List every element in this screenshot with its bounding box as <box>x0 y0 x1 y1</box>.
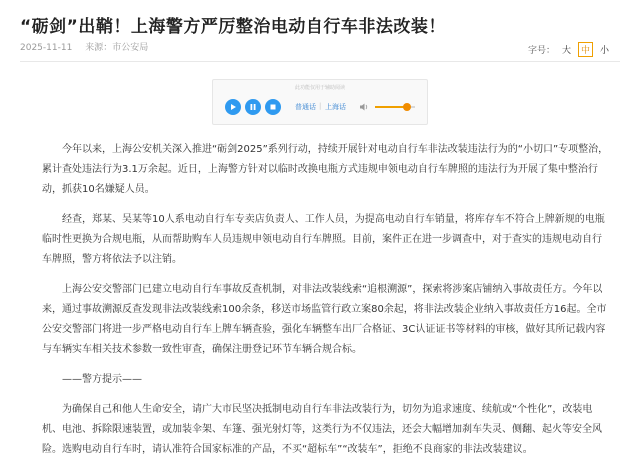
play-button[interactable] <box>225 99 241 115</box>
header-divider <box>20 61 620 62</box>
article-meta <box>20 40 158 53</box>
article-paragraph: 上海公安交警部门已建立电动自行车事故反查机制，对非法改装线索“追根溯源”，探索将涉案店铺纳入事故责任方。今年以来，通过事故溯源反查发现非法改装线索100余条，移送市场监管行政立案80余起，将非法改装企业纳入事故责任方16起。全市公安交警部门将进一步严格电动自行车上牌车辆查验，强化车辆整车出厂合格证、3C认证证书等材料的审核，做好其所记载内容与车辆实车相关技术参数一致性审查，确保注册登记环节车辆合规合标。 <box>42 284 607 355</box>
volume-icon[interactable] <box>359 102 369 112</box>
voice-separator: | <box>319 102 322 110</box>
play-icon <box>229 103 237 111</box>
article-paragraph: 今年以来，上海公安机关深入推进“砺剑2025”系列行动，持续开展针对电动自行车非法改装违法行为的“小切口”专项整治，累计查处违法行为3.1万余起。近日，上海警方针对以临时改换电瓶方式违规申领电动自行车牌照的违法行为开展了集中整治行动，抓获10名嫌疑人员。 <box>42 144 609 195</box>
font-size-switcher <box>528 42 612 57</box>
player-note: 此功能仅用于辅助阅读 <box>294 85 345 91</box>
article-body <box>42 140 610 466</box>
voice-mandarin-option[interactable]: 普通话 <box>295 103 316 111</box>
publish-date: 2025-11-11 <box>20 43 73 53</box>
article-paragraph: 为确保自己和他人生命安全，请广大市民坚决抵制电动自行车非法改装行为，切勿为追求速度、续航或“个性化”，改装电机、电池、拆除限速装置，或加装伞架、车篷、强光射灯等，这类行为不仅违法，还会大幅增加刹车失灵、侧翻、起火等安全风险。选购电动自行车时，请认准符合国家标准的产品，不买“超标车”“改装车”，拒绝不良商家的非法改装建议。 <box>42 404 602 455</box>
voice-shanghainese-option[interactable]: 上海话 <box>325 103 346 111</box>
volume-slider-handle[interactable] <box>403 103 411 111</box>
article-source: 来源：市公安局 <box>85 43 149 53</box>
stop-icon <box>269 103 277 111</box>
audio-player <box>212 79 428 125</box>
article-paragraph: 经查，郑某、吴某等10人系电动自行车专卖店负责人、工作人员，为提高电动自行车销量，将库存车不符合上牌新规的电瓶临时性更换为合规电瓶，从而帮助购车人员违规申领电动自行车牌照。目前，案件正在进一步调查中，对于查实的违规电动自行车牌照，警方将依法予以注销。 <box>42 214 605 265</box>
police-tip-heading: ——警方提示—— <box>62 374 142 385</box>
font-size-medium-button[interactable]: 中 <box>578 42 593 57</box>
stop-button[interactable] <box>265 99 281 115</box>
font-size-small-button[interactable]: 小 <box>599 46 609 56</box>
volume-slider[interactable] <box>375 106 415 108</box>
pause-icon <box>249 103 257 111</box>
article-title: “砺剑”出鞘！上海警方严厉整治电动自行车非法改装！ <box>20 17 446 37</box>
font-size-large-button[interactable]: 大 <box>561 46 571 56</box>
font-size-label: 字号： <box>527 46 555 56</box>
pause-button[interactable] <box>245 99 261 115</box>
